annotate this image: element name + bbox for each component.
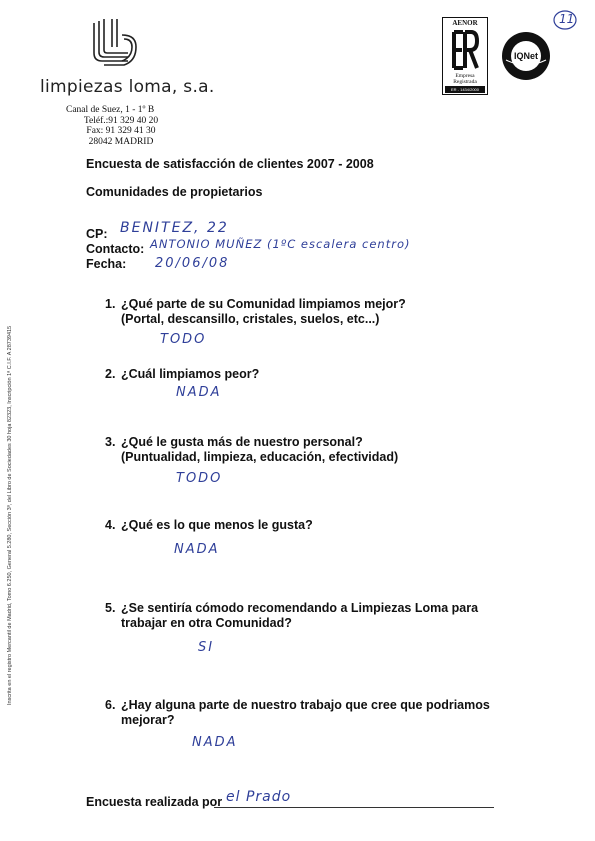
page-number: 11 bbox=[559, 12, 575, 26]
address-line: 28042 MADRID bbox=[88, 136, 154, 147]
surveyed-by-label: Encuesta realizada por bbox=[86, 795, 223, 809]
iqnet-label: IQNet bbox=[513, 51, 538, 61]
question-text bbox=[121, 367, 501, 382]
question-number: 5. bbox=[105, 601, 116, 615]
aenor-certification-badge bbox=[442, 17, 488, 95]
survey-subtitle: Comunidades de propietarios bbox=[86, 185, 263, 199]
question-text bbox=[121, 601, 501, 631]
question-line: mejorar? bbox=[121, 713, 175, 727]
answer-value: TODO bbox=[176, 471, 223, 486]
question-text bbox=[121, 518, 501, 533]
answer-value: NADA bbox=[192, 735, 238, 750]
address-line: Fax: 91 329 41 30 bbox=[86, 126, 156, 136]
address-line: Teléf.:91 329 40 20 bbox=[83, 115, 159, 126]
question-number: 1. bbox=[105, 297, 116, 311]
survey-title: Encuesta de satisfacción de clientes 2007 - 2008 bbox=[86, 157, 374, 171]
question-number: 4. bbox=[105, 518, 116, 532]
signature: el Prado bbox=[226, 789, 292, 805]
fecha-label: Fecha: bbox=[86, 257, 127, 271]
question-text bbox=[121, 435, 501, 465]
cp-label: CP: bbox=[86, 227, 108, 241]
question-line: ¿Qué le gusta más de nuestro personal? bbox=[121, 435, 363, 449]
question-number: 3. bbox=[105, 435, 116, 449]
aenor-code: ER - 1434/2000 bbox=[445, 86, 485, 93]
question-text bbox=[121, 297, 501, 327]
aenor-line: Empresa bbox=[455, 73, 475, 79]
er-mark-icon bbox=[451, 30, 479, 70]
aenor-registered-text bbox=[443, 73, 487, 85]
answer-value: NADA bbox=[176, 385, 222, 400]
question-line: ¿Hay alguna parte de nuestro trabajo que cree que podriamos bbox=[121, 698, 490, 712]
signature-line bbox=[214, 807, 494, 808]
question-number: 6. bbox=[105, 698, 116, 712]
question-line: ¿Qué es lo que menos le gusta? bbox=[121, 518, 313, 532]
question-number: 2. bbox=[105, 367, 116, 381]
question-line: ¿Se sentiría cómodo recomendando a Limpiezas Loma para bbox=[121, 601, 479, 615]
company-logo bbox=[84, 17, 142, 69]
question-text bbox=[121, 698, 501, 728]
iqnet-seal bbox=[500, 30, 552, 82]
company-address bbox=[66, 105, 176, 147]
aenor-title: AENOR bbox=[452, 19, 478, 27]
aenor-line: Registrada bbox=[453, 79, 477, 85]
question-line: ¿Cuál limpiamos peor? bbox=[121, 367, 260, 381]
registry-note: Inscrita en el registro Mercantil de Madrid, Tomo 6.250, General 5.280, Sección 3ª, del Libro de Sociedades 30 hoja 82323, Inscripción 1ª C.I.F. A 28739415 bbox=[7, 325, 13, 705]
cp-value: BENITEZ, 22 bbox=[120, 220, 229, 236]
company-name: limpiezas loma, s.a. bbox=[40, 77, 215, 97]
contacto-value: ANTONIO MUÑEZ (1ºC escalera centro) bbox=[150, 237, 411, 251]
question-line: trabajar en otra Comunidad? bbox=[121, 616, 292, 630]
fecha-value: 20/06/08 bbox=[155, 256, 230, 271]
question-line: ¿Qué parte de su Comunidad limpiamos mejor? bbox=[121, 297, 406, 311]
answer-value: NADA bbox=[174, 542, 220, 557]
question-line: (Portal, descansillo, cristales, suelos, etc...) bbox=[121, 312, 380, 326]
question-line: (Puntualidad, limpieza, educación, efectividad) bbox=[121, 450, 399, 464]
address-line: Canal de Suez, 1 - 1º B bbox=[66, 105, 155, 115]
contacto-label: Contacto: bbox=[86, 242, 145, 256]
answer-value: SI bbox=[198, 640, 215, 655]
answer-value: TODO bbox=[160, 332, 207, 347]
